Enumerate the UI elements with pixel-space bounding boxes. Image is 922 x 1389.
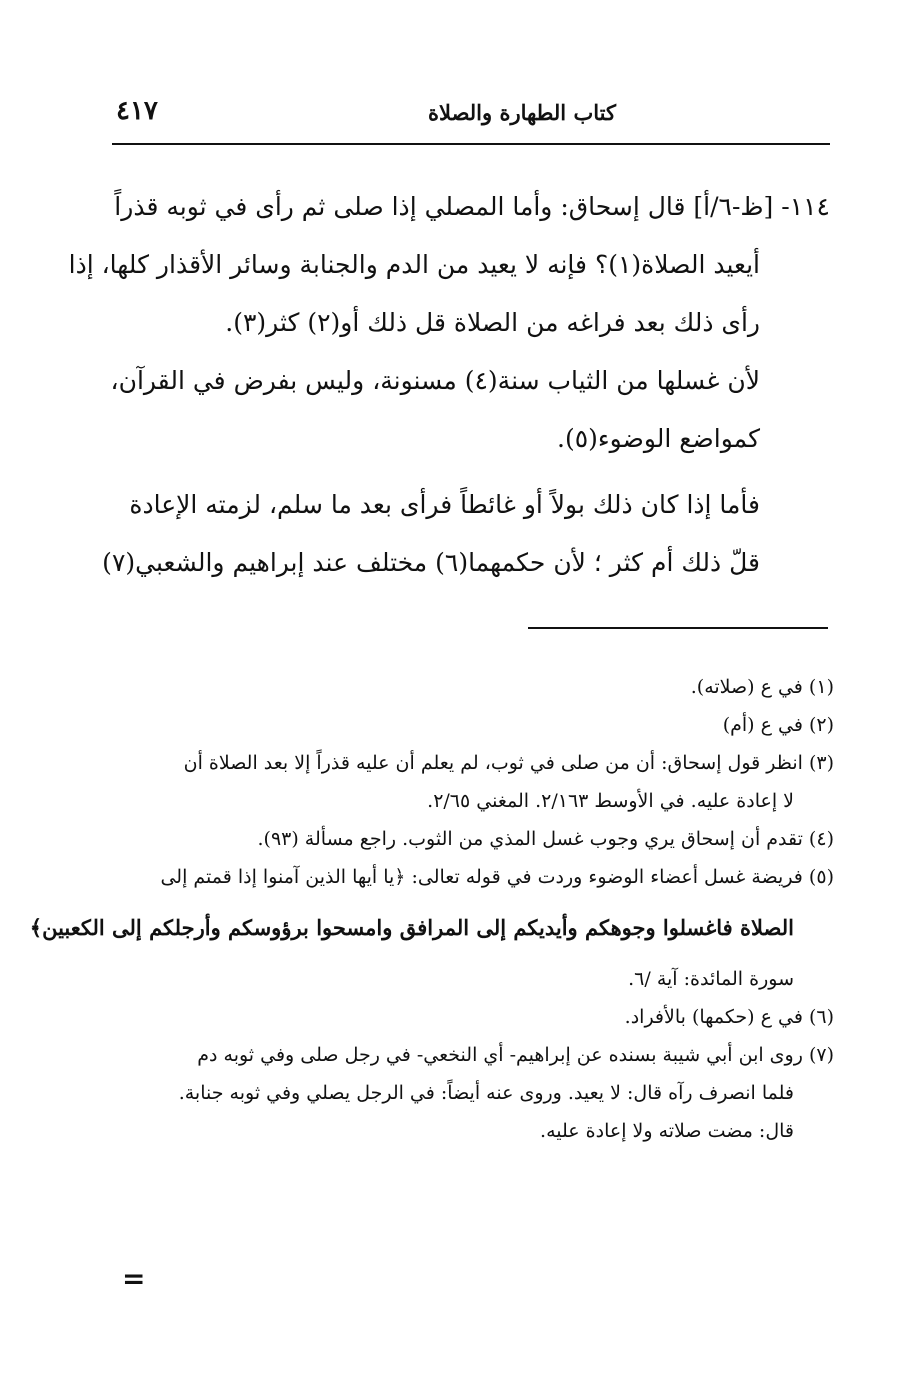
main-text-line: قلّ ذلك أم كثر ؛ لأن حكمهما(٦) مختلف عند إبراهيم والشعبي(٧) <box>102 548 760 577</box>
quran-verse: الصلاة فاغسلوا وجوهكم وأيديكم إلى المرافق وامسحوا برؤوسكم وأرجلكم إلى الكعبين﴾ <box>29 915 794 940</box>
continuation-mark: = <box>122 1262 146 1295</box>
footnote-line: سورة المائدة: آية /٦. <box>628 968 794 990</box>
footnote-line: فلما انصرف رآه قال: لا يعيد. وروى عنه أيضاً: في الرجل يصلي وفي ثوبه جنابة. <box>178 1082 794 1104</box>
main-text-line: أيعيد الصلاة(١)؟ فإنه لا يعيد من الدم والجنابة وسائر الأقذار كلها، إذا <box>68 250 760 279</box>
footnote-divider <box>528 627 828 629</box>
page-number: ٤١٧ <box>116 96 158 126</box>
main-text-line: لأن غسلها من الثياب سنة(٤) مسنونة، وليس بفرض في القرآن، <box>110 366 760 395</box>
header-divider <box>112 143 830 145</box>
footnote-line: (٥) فريضة غسل أعضاء الوضوء وردت في قوله تعالى: ﴿يا أيها الذين آمنوا إذا قمتم إلى <box>160 866 834 888</box>
footnote-line: (٢) في ع (أم) <box>722 714 834 736</box>
footnote-line: (٣) انظر قول إسحاق: أن من صلى في ثوب، لم يعلم أن عليه قذراً إلا بعد الصلاة أن <box>183 752 834 774</box>
footnote-line: قال: مضت صلاته ولا إعادة عليه. <box>540 1120 794 1142</box>
footnote-line: (٦) في ع (حكمها) بالأفراد. <box>624 1006 834 1028</box>
footnote-line: لا إعادة عليه. في الأوسط ٢/١٦٣. المغني ٢/٦٥. <box>427 790 794 812</box>
main-text-line: رأى ذلك بعد فراغه من الصلاة قل ذلك أو(٢) كثر(٣). <box>225 308 760 337</box>
main-text-line: كمواضع الوضوء(٥). <box>557 424 760 453</box>
footnote-line: (٤) تقدم أن إسحاق يري وجوب غسل المذي من الثوب. راجع مسألة (٩٣). <box>257 828 834 850</box>
footnotes <box>29 668 834 1150</box>
main-text <box>68 178 830 592</box>
book-title: كتاب الطهارة والصلاة <box>428 100 616 125</box>
footnote-line: (١) في ع (صلاته). <box>690 676 834 698</box>
footnote-line: (٧) روى ابن أبي شيبة بسنده عن إبراهيم- أي النخعي- في رجل صلى وفي ثوبه دم <box>197 1044 834 1066</box>
page-header <box>112 96 830 136</box>
main-text-line: ١١٤- [ظ-٦/أ] قال إسحاق: وأما المصلي إذا صلى ثم رأى في ثوبه قذراً <box>114 192 830 221</box>
main-text-line: فأما إذا كان ذلك بولاً أو غائطاً فرأى بعد ما سلم، لزمته الإعادة <box>129 490 760 519</box>
